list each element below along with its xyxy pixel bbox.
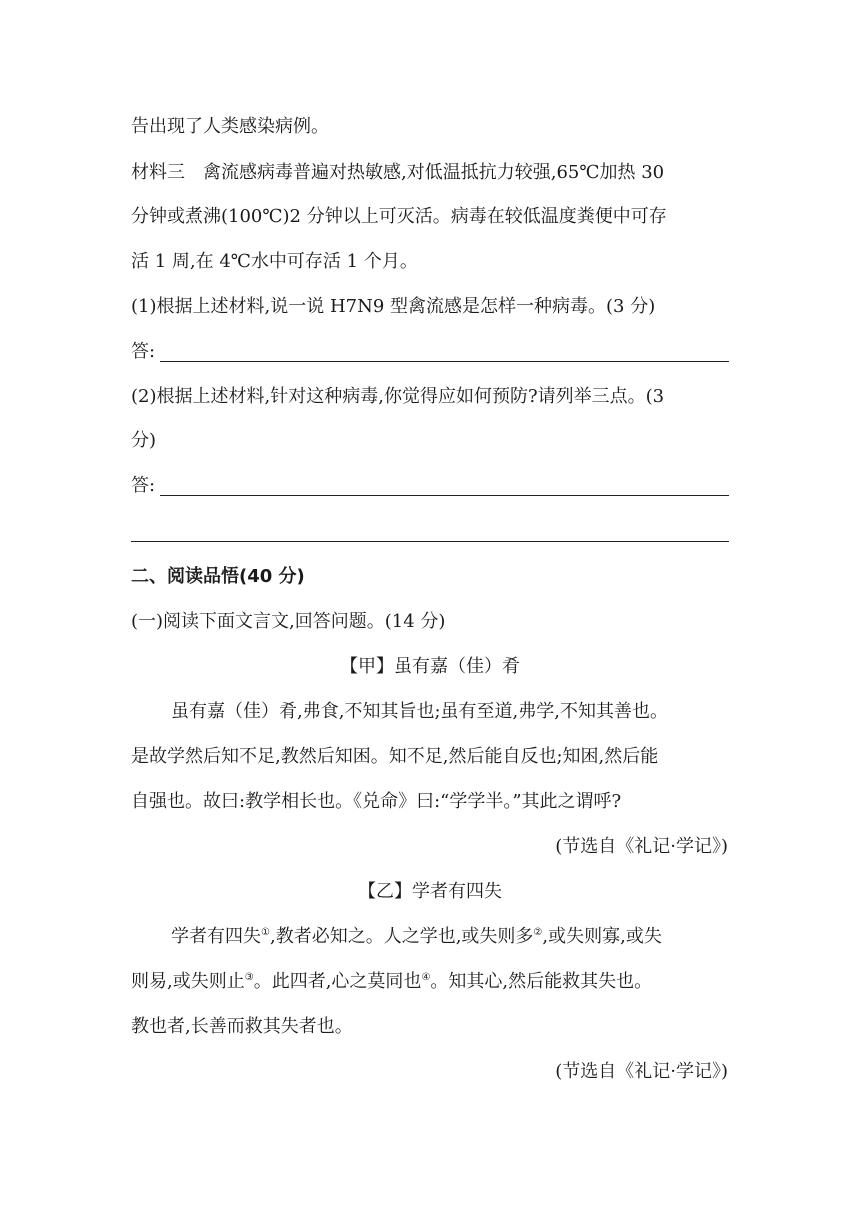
text-segment: 。此四者,心之莫同也 [253, 971, 422, 992]
answer-label-2: 答: [131, 475, 156, 496]
passage-jia-line-1: 虽有嘉（佳）肴,弗食,不知其旨也;虽有至道,弗学,不知其善也。 [171, 701, 668, 722]
material-three-line-3: 活 1 周,在 4℃水中可存活 1 个月。 [131, 251, 418, 272]
material-intro-end: 告出现了人类感染病例。 [131, 116, 329, 137]
answer-label-1: 答: [131, 341, 156, 362]
material-three-line-2: 分钟或煮沸(100℃)2 分钟以上可灭活。病毒在较低温度粪便中可存 [131, 206, 667, 227]
question-2-line-2: 分) [131, 430, 157, 451]
passage-yi-line-3: 教也者,长善而救其失者也。 [131, 1016, 353, 1037]
section-heading: 二、阅读品悟(40 分) [131, 566, 305, 587]
answer-line-2a[interactable] [160, 495, 729, 496]
passage-jia-source: (节选自《礼记·学记》) [555, 836, 728, 857]
answer-line-1[interactable] [160, 361, 729, 362]
footnote-marker-2: ② [533, 927, 543, 938]
question-1: (1)根据上述材料,说一说 H7N9 型禽流感是怎样一种病毒。(3 分) [131, 296, 656, 317]
footnote-marker-1: ① [261, 927, 270, 938]
footnote-marker-3: ③ [244, 972, 254, 983]
passage-yi-line-1 [171, 928, 662, 946]
passage-yi-title: 【乙】学者有四失 [358, 881, 502, 902]
passage-jia-line-3: 自强也。故曰:教学相长也。《兑命》曰:“学学半。”其此之谓呼? [131, 791, 622, 812]
question-2-line-1: (2)根据上述材料,针对这种病毒,你觉得应如何预防?请列举三点。(3 [131, 386, 665, 407]
passage-jia-title: 【甲】虽有嘉（佳）肴 [340, 656, 520, 677]
passage-yi-line-2 [131, 973, 652, 991]
text-segment: 。知其心,然后能救其失也。 [430, 971, 653, 992]
text-segment: ,教者必知之。人之学也,或失则多 [269, 926, 534, 947]
passage-yi-source: (节选自《礼记·学记》) [555, 1061, 728, 1082]
footnote-marker-4: ④ [421, 972, 431, 983]
material-three-line-1: 材料三 禽流感病毒普遍对热敏感,对低温抵抗力较强,65℃加热 30 [131, 162, 665, 183]
section-sub-heading: (一)阅读下面文言文,回答问题。(14 分) [131, 611, 446, 632]
text-segment: ,或失则寡,或失 [542, 926, 662, 947]
passage-jia-line-2: 是故学然后知不足,教然后知困。知不足,然后能自反也;知困,然后能 [131, 746, 659, 767]
text-segment: 则易,或失则止 [131, 971, 245, 992]
text-segment: 学者有四失 [171, 926, 261, 947]
answer-line-2b[interactable] [131, 541, 729, 542]
